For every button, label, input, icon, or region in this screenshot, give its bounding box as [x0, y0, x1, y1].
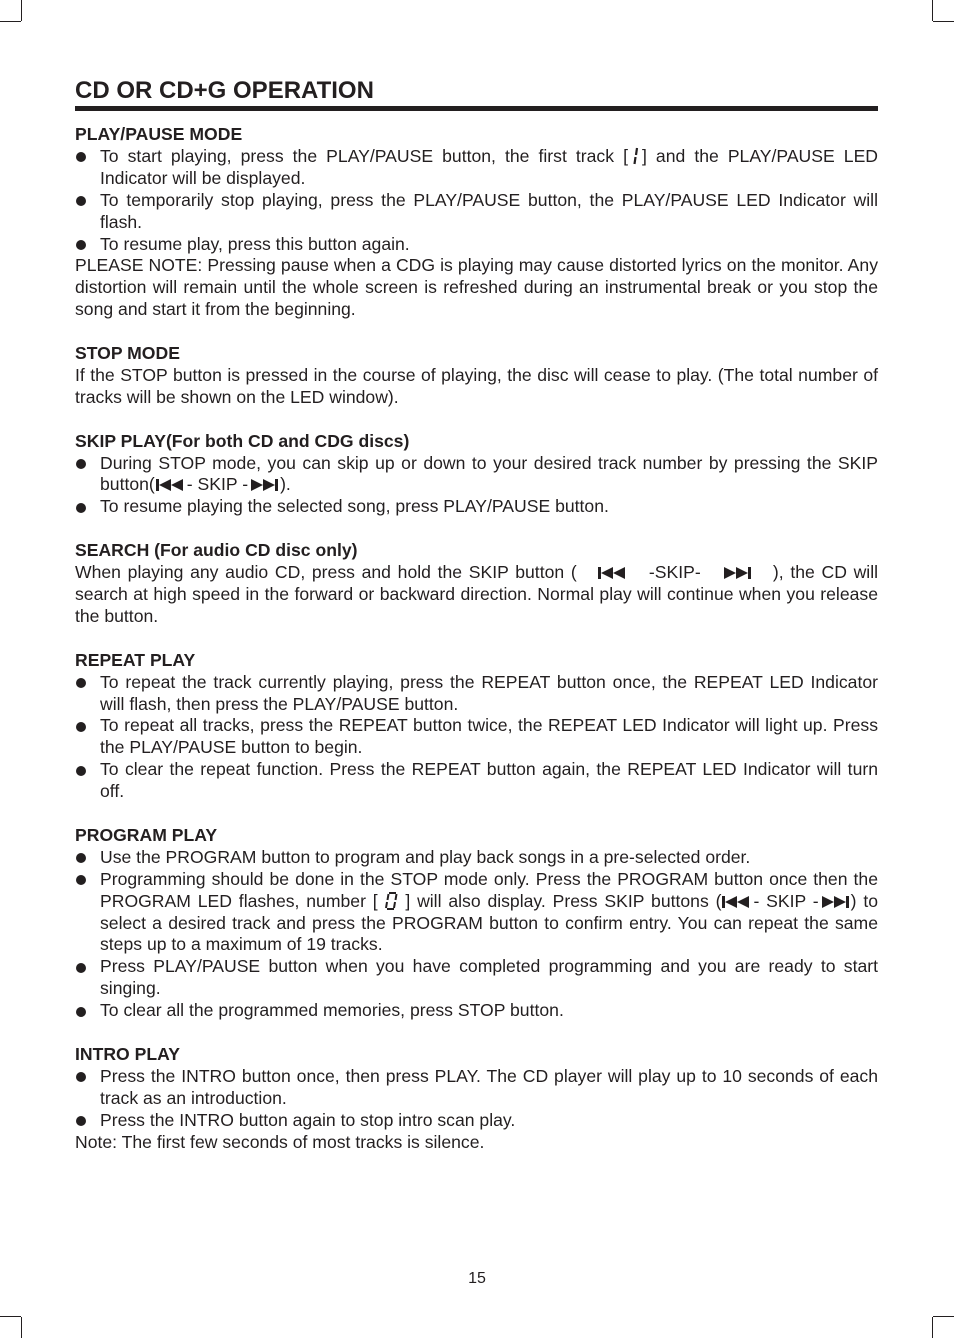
bullet-list [75, 453, 878, 519]
bullet-text: - SKIP - [753, 890, 819, 911]
crop-mark [933, 1316, 954, 1317]
list-item [75, 672, 878, 716]
bullet-text: To repeat all tracks, press the REPEAT button twice, the REPEAT LED Indicator will light up. Press the PLAY/PAUSE button to begin. [100, 715, 878, 758]
list-item [75, 869, 878, 957]
section-search [75, 540, 878, 628]
skip-forward-icon [721, 566, 753, 580]
list-item [75, 146, 878, 190]
body-text: -SKIP- [648, 562, 701, 583]
list-item [75, 1000, 878, 1022]
bullet-text: Use the PROGRAM button to program and play back songs in a pre-selected order. [100, 846, 751, 867]
skip-forward-icon [819, 895, 851, 909]
section-play-pause [75, 124, 878, 321]
crop-mark [932, 0, 933, 21]
section-heading: REPEAT PLAY [75, 649, 196, 670]
bullet-text: To resume playing the selected song, press PLAY/PAUSE button. [100, 496, 609, 517]
bullet-list [75, 146, 878, 256]
section-heading: PROGRAM PLAY [75, 824, 218, 845]
body-text: ), the CD will search at high speed in the forward or backward direction. Normal play will continue when you release the button. [75, 562, 879, 626]
bullet-list [75, 847, 878, 1022]
section-heading: INTRO PLAY [75, 1043, 180, 1064]
body-paragraph [75, 562, 878, 628]
bullet-text: ] and the PLAY/PAUSE LED Indicator will be displayed. [100, 145, 879, 188]
crop-mark [933, 21, 954, 22]
bullet-text: To clear the repeat function. Press the REPEAT button again, the REPEAT LED Indicator will turn off. [100, 759, 878, 802]
bullet-text: To clear all the programmed memories, press STOP button. [100, 1000, 564, 1021]
note-paragraph: PLEASE NOTE: Pressing pause when a CDG is playing may cause distorted lyrics on the monitor. Any distortion will remain until the whole screen is refreshed during an instrumental break or you stop the song and start it from the beginning. [75, 255, 878, 320]
bullet-text: ) to select a desired track and press the PROGRAM button to confirm entry. You can repeat the same steps up to a maximum of 19 tracks. [100, 890, 878, 955]
crop-mark [0, 21, 21, 22]
body-text: When playing any audio CD, press and hold the SKIP button ( [75, 562, 577, 583]
section-repeat [75, 650, 878, 803]
list-item [75, 956, 878, 1000]
section-intro [75, 1044, 878, 1154]
bullet-text: To start playing, press the PLAY/PAUSE button, the first track [ [100, 145, 628, 166]
page-content [75, 124, 878, 1175]
skip-forward-icon [248, 478, 280, 492]
list-item [75, 1110, 878, 1132]
crop-mark [21, 0, 22, 21]
page-number: 15 [468, 1270, 486, 1287]
skip-back-icon [597, 566, 629, 580]
section-stop [75, 343, 878, 409]
body-paragraph: If the STOP button is pressed in the course of playing, the disc will cease to play. (The total number of tracks will be shown on the LED window). [75, 364, 878, 407]
bullet-text: Programming should be done in the STOP mode only. Press the PROGRAM button once then the PROGRAM LED flashes, number [ [100, 868, 878, 911]
skip-back-icon [721, 895, 753, 909]
skip-back-icon [155, 478, 187, 492]
list-item [75, 453, 878, 497]
list-item [75, 847, 878, 869]
section-heading: SEARCH (For audio CD disc only) [75, 540, 358, 561]
crop-mark [932, 1317, 933, 1338]
bullet-list [75, 1066, 878, 1132]
bullet-text: ] will also display. Press SKIP buttons ( [405, 890, 722, 911]
bullet-text: To repeat the track currently playing, press the REPEAT button once, the REPEAT LED Indicator will flash, then press the PLAY/PAUSE button. [100, 671, 878, 714]
section-heading: PLAY/PAUSE MODE [75, 124, 243, 144]
note-paragraph: Note: The first few seconds of most tracks is silence. [75, 1131, 485, 1152]
list-item [75, 234, 878, 256]
bullet-text: Press the INTRO button once, then press PLAY. The CD player will play up to 10 seconds of each track as an introduction. [100, 1065, 878, 1108]
bullet-text: To temporarily stop playing, press the PLAY/PAUSE button, the PLAY/PAUSE LED Indicator will flash. [100, 189, 878, 232]
bullet-text: To resume play, press this button again. [100, 233, 410, 254]
section-program [75, 825, 878, 1022]
page-title: CD OR CD+G OPERATION [75, 76, 878, 111]
list-item [75, 715, 878, 759]
crop-mark [21, 1317, 22, 1338]
list-item [75, 190, 878, 234]
bullet-text: Press PLAY/PAUSE button when you have completed programming and you are ready to start singing. [100, 956, 878, 999]
crop-mark [0, 1316, 21, 1317]
bullet-list [75, 672, 878, 803]
bullet-text: Press the INTRO button again to stop intro scan play. [100, 1109, 516, 1130]
list-item [75, 759, 878, 803]
bullet-text: ). [280, 474, 291, 495]
led-digit-1-icon [628, 146, 642, 166]
section-skip [75, 431, 878, 519]
section-heading: SKIP PLAY(For both CD and CDG discs) [75, 430, 410, 451]
bullet-text: - SKIP - [186, 474, 249, 495]
bullet-text: During STOP mode, you can skip up or down to your desired track number by pressing the SKIP button( [100, 452, 878, 495]
list-item [75, 1066, 878, 1110]
list-item [75, 496, 878, 518]
section-heading: STOP MODE [75, 343, 180, 364]
led-digit-0-icon [385, 891, 399, 911]
